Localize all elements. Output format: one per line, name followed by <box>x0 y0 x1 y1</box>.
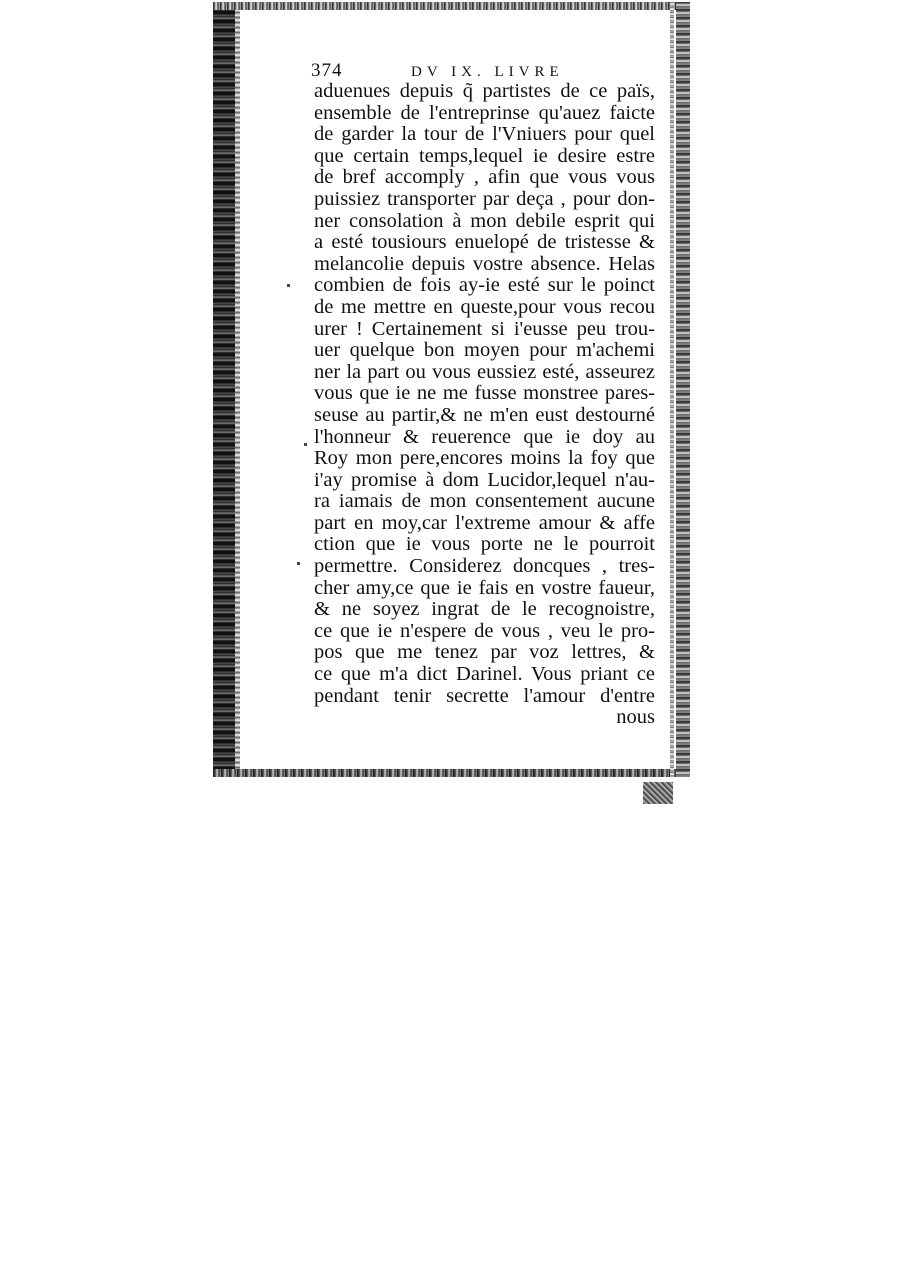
text-line: a esté tousiours enuelopé de tristesse & <box>314 231 655 254</box>
text-line: permettre. Considerez doncques , tres- <box>314 555 655 578</box>
text-line: l'honneur & reuerence que ie doy au <box>314 425 655 448</box>
scan-speck <box>304 443 307 446</box>
text-line: de bref accomply , afin que vous vous <box>314 166 655 189</box>
text-line: que certain temps,lequel ie desire estre <box>314 144 655 167</box>
page-edge-bottom <box>213 769 690 777</box>
text-line: ner consolation à mon debile esprit qui <box>314 209 655 232</box>
page-edge-right <box>676 2 690 777</box>
scanned-page <box>213 2 690 777</box>
text-line: Roy mon pere,encores moins la foy que <box>314 447 655 470</box>
text-line: urer ! Certainement si i'eusse peu trou- <box>314 317 655 340</box>
text-line: de me mettre en queste,pour vous recou <box>314 295 655 318</box>
scan-speck <box>297 562 300 565</box>
text-line: vous que ie ne me fusse monstree pares- <box>314 382 655 405</box>
text-line: cher amy,ce que ie fais en vostre faueur, <box>314 576 655 599</box>
page-edge-left <box>213 2 235 777</box>
text-line: melancolie depuis vostre absence. Helas <box>314 252 655 275</box>
scan-smudge <box>643 782 673 804</box>
text-line: i'ay promise à dom Lucidor,lequel n'au- <box>314 468 655 491</box>
text-line: pendant tenir secrette l'amour d'entre <box>314 684 655 707</box>
text-line: ra iamais de mon consentement aucune <box>314 490 655 513</box>
scan-speck <box>287 284 290 287</box>
page-number: 374 <box>311 60 343 81</box>
text-line: ce que m'a dict Darinel. Vous priant ce <box>314 663 655 686</box>
text-line: ce que ie n'espere de vous , veu le pro- <box>314 619 655 642</box>
catchword: nous <box>616 706 655 729</box>
text-line: puissiez transporter par deça , pour don- <box>314 187 655 210</box>
text-line: & ne soyez ingrat de le recognoistre, <box>314 598 655 621</box>
text-line: ction que ie vous porte ne le pourroit <box>314 533 655 556</box>
body-text <box>314 81 655 729</box>
text-line: part en moy,car l'extreme amour & affe <box>314 511 655 534</box>
text-line: de garder la tour de l'Vniuers pour quel <box>314 123 655 146</box>
text-line: uer quelque bon moyen pour m'achemi <box>314 339 655 362</box>
text-line: combien de fois ay-ie esté sur le poinct <box>314 274 655 297</box>
running-head: DV IX. LIVRE <box>411 64 564 80</box>
text-line: ensemble de l'entreprinse qu'auez faicte <box>314 101 655 124</box>
text-line: pos que me tenez par voz lettres, & <box>314 641 655 664</box>
text-line: ner la part ou vous eussiez esté, asseurez <box>314 360 655 383</box>
text-line: seuse au partir,& ne m'en eust destourné <box>314 403 655 426</box>
text-line: aduenues depuis q̃ partistes de ce païs, <box>314 80 655 102</box>
page-edge-top <box>213 2 690 10</box>
